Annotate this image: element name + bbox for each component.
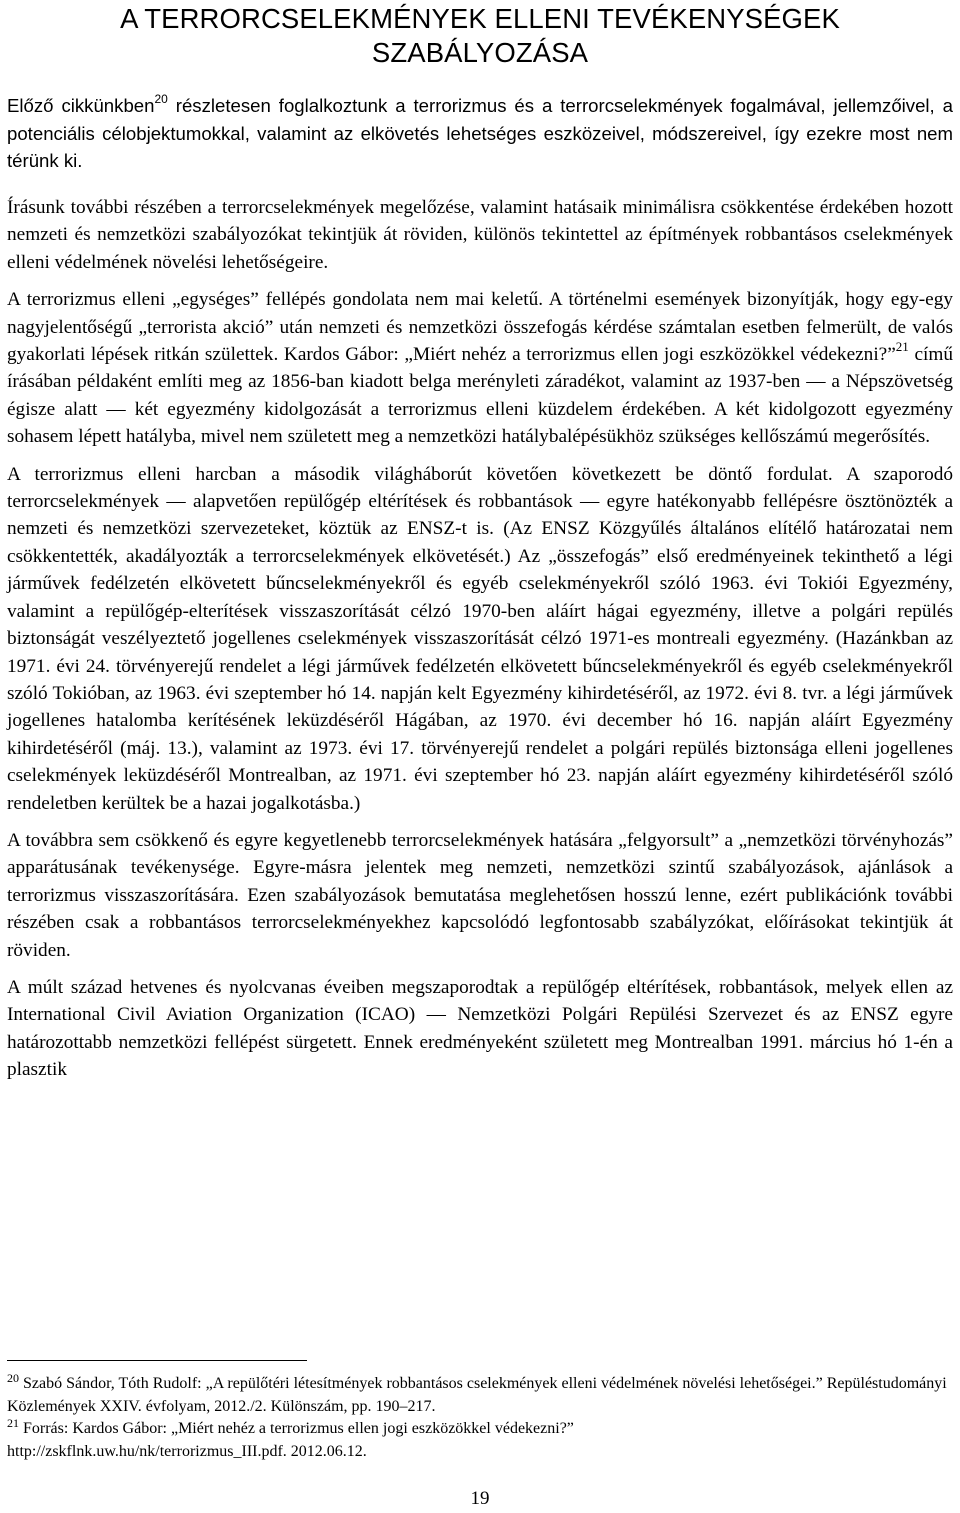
footnotes — [7, 1373, 953, 1463]
intro-text-start: Előző cikkünkben — [7, 95, 155, 116]
footnote-ref-20[interactable]: 20 — [154, 92, 168, 106]
body-paragraph-2-rest: című írásában példaként említi meg az 1856-ban kiadott belga merényleti záradékot, valamint az 1937-ben — a Népszövetség égisze alatt — két egyezmény kidolgozását a terrorizmus elleni küzdelem érdekében. A két kidolgozott egyezmény sohasem lépett hatályba, mivel nem született meg a nemzetközi hatálybalépésükhöz szükséges kellőszámú megerősítés. — [7, 344, 953, 448]
body-text — [7, 194, 953, 1094]
page-title-line-1: A TERRORCSELEKMÉNYEK ELLENI TEVÉKENYSÉGEK — [120, 3, 840, 34]
page-title-line-2: SZABÁLYOZÁSA — [371, 37, 589, 68]
page-title — [0, 2, 960, 70]
footnote-separator — [7, 1360, 307, 1361]
footnote-21-url[interactable]: http://zskflnk.uw.hu/nk/terrorizmus_III.pdf. 2012.06.12. — [7, 1442, 367, 1460]
intro-paragraph — [7, 92, 953, 175]
footnote-20-text: Szabó Sándor, Tóth Rudolf: „A repülőtéri létesítmények robbantásos cselekmények elleni védelmének növelési lehetőségei.” Repüléstudományi Közlemények XXIV. évfolyam, 2012./2. Különszám, pp. 190–217. — [7, 1375, 947, 1415]
body-paragraph-2 — [7, 286, 953, 450]
body-paragraph-3: A terrorizmus elleni harcban a második világháborút követően következett be döntő fordulat. A szaporodó terrorcselekmények — alapvetően repülőgép eltérítések és robbantások — egyre hatékonyabb fellépésre ösztönözték a nemzeti és nemzetközi szervezeteket, köztük az ENSZ-t is. (Az ENSZ Közgyűlés általános elítélő határozatai nem csökkentették, akadályozták a terrorcselekmények elkövetését.) Az „összefogás” első eredményeinek tekinthető a légi járművek fedélzetén elkövetett bűncselekményekről és egyéb cselekményekről szóló 1963. évi Tokiói Egyezmény, valamint a repülőgép-elterítések visszaszorítását célzó 1970-ben aláírt hágai egyezmény, illetve a polgári repülés biztonságát veszélyeztető jogellenes cselekmények visszaszorítását célzó 1971-es montreali egyezmény. (Hazánkban az 1971. évi 24. törvényerejű rendelet a légi járművek fedélzetén elkövetett bűncselekményekről és egyéb cselekményekről szóló Tokióban, az 1963. évi szeptember hó 14. napján kelt Egyezmény kihirdetéséről, az 1972. évi 8. tvr. a légi járművek jogellenes hatalomba kerítésének leküzdéséről Hágában, az 1970. évi december hó 16. napján aláírt Egyezmény kihirdetéséről (máj. 13.), valamint az 1973. évi 17. törvényerejű rendelet a polgári repülés biztonsága elleni jogellenes cselekmények leküzdéséről Montrealban, az 1971. évi szeptember hó 23. napján aláírt egyezmény kihirdetéséről szóló rendeletben kerültek be a hazai jogalkotásba.) — [7, 463, 953, 814]
footnote-21-text: Forrás: Kardos Gábor: „Miért nehéz a terrorizmus ellen jogi eszközökkel védekezni?” — [19, 1420, 574, 1437]
body-paragraph-4: A továbbra sem csökkenő és egyre kegyetlenebb terrorcselekmények hatására „felgyorsult” a „nemzetközi törvényhozás” apparátusának tevékenysége. Egyre-másra jelentek meg nemzeti, nemzetközi szintű szabályozások, ajánlások a terrorizmus visszaszorítására. Ezen szabályozások bemutatása meglehetősen hosszú lenne, ezért publikációnk további részében csak a robbantásos terrorcselekményekhez kapcsolódó legfontosabb szabályzókat, előírásokat tekintjük át röviden. — [7, 829, 953, 961]
body-paragraph-5: A múlt század hetvenes és nyolcvanas éveiben megszaporodtak a repülőgép eltérítések, robbantások, melyek ellen az International Civil Aviation Organization (ICAO) — Nemzetközi Polgári Repülési Szervezet és az ENSZ egyre határozottabb nemzetközi fellépést sürgetett. Ennek eredményeként született meg Montrealban 1991. március hó 1-én a plasztik — [7, 976, 953, 1081]
footnote-ref-21[interactable]: 21 — [895, 339, 909, 355]
body-paragraph-1: Írásunk további részében a terrorcselekmények megelőzése, valamint hatásaik minimálisra csökkentése érdekében hozott nemzeti és nemzetközi szabályozókat tekintjük át röviden, különös tekintettel az építmények robbantásos cselekmények elleni védelmének növelési lehetőségeire. — [7, 197, 953, 273]
footnote-21-url-line — [7, 1441, 953, 1464]
page-number: 19 — [470, 1488, 490, 1509]
footnote-20 — [7, 1373, 953, 1418]
footnote-21 — [7, 1418, 953, 1441]
body-paragraph-2-start: A terrorizmus elleni „egységes” fellépés gondolata nem mai keletű. A történelmi események bizonyítják, hogy egy-egy nagyjelentőségű „terrorista akció” után nemzeti és nemzetközi összefogás kérdése számtalan esetben felmerült, de valós gyakorlati lépések ritkán születtek. Kardos Gábor: „Miért nehéz a terrorizmus ellen jogi eszközökkel védekezni?” — [7, 289, 953, 366]
intro-text-rest: részletesen foglalkoztunk a terrorizmus és a terrorcselekmények fogalmával, jellemzőivel, a potenciális célobjektumokkal, valamint az elkövetés lehetséges eszközeivel, módszereivel, így ezekre most nem térünk ki. — [7, 95, 953, 171]
footnote-21-number: 21 — [7, 1416, 19, 1430]
footnote-20-number: 20 — [7, 1371, 19, 1385]
